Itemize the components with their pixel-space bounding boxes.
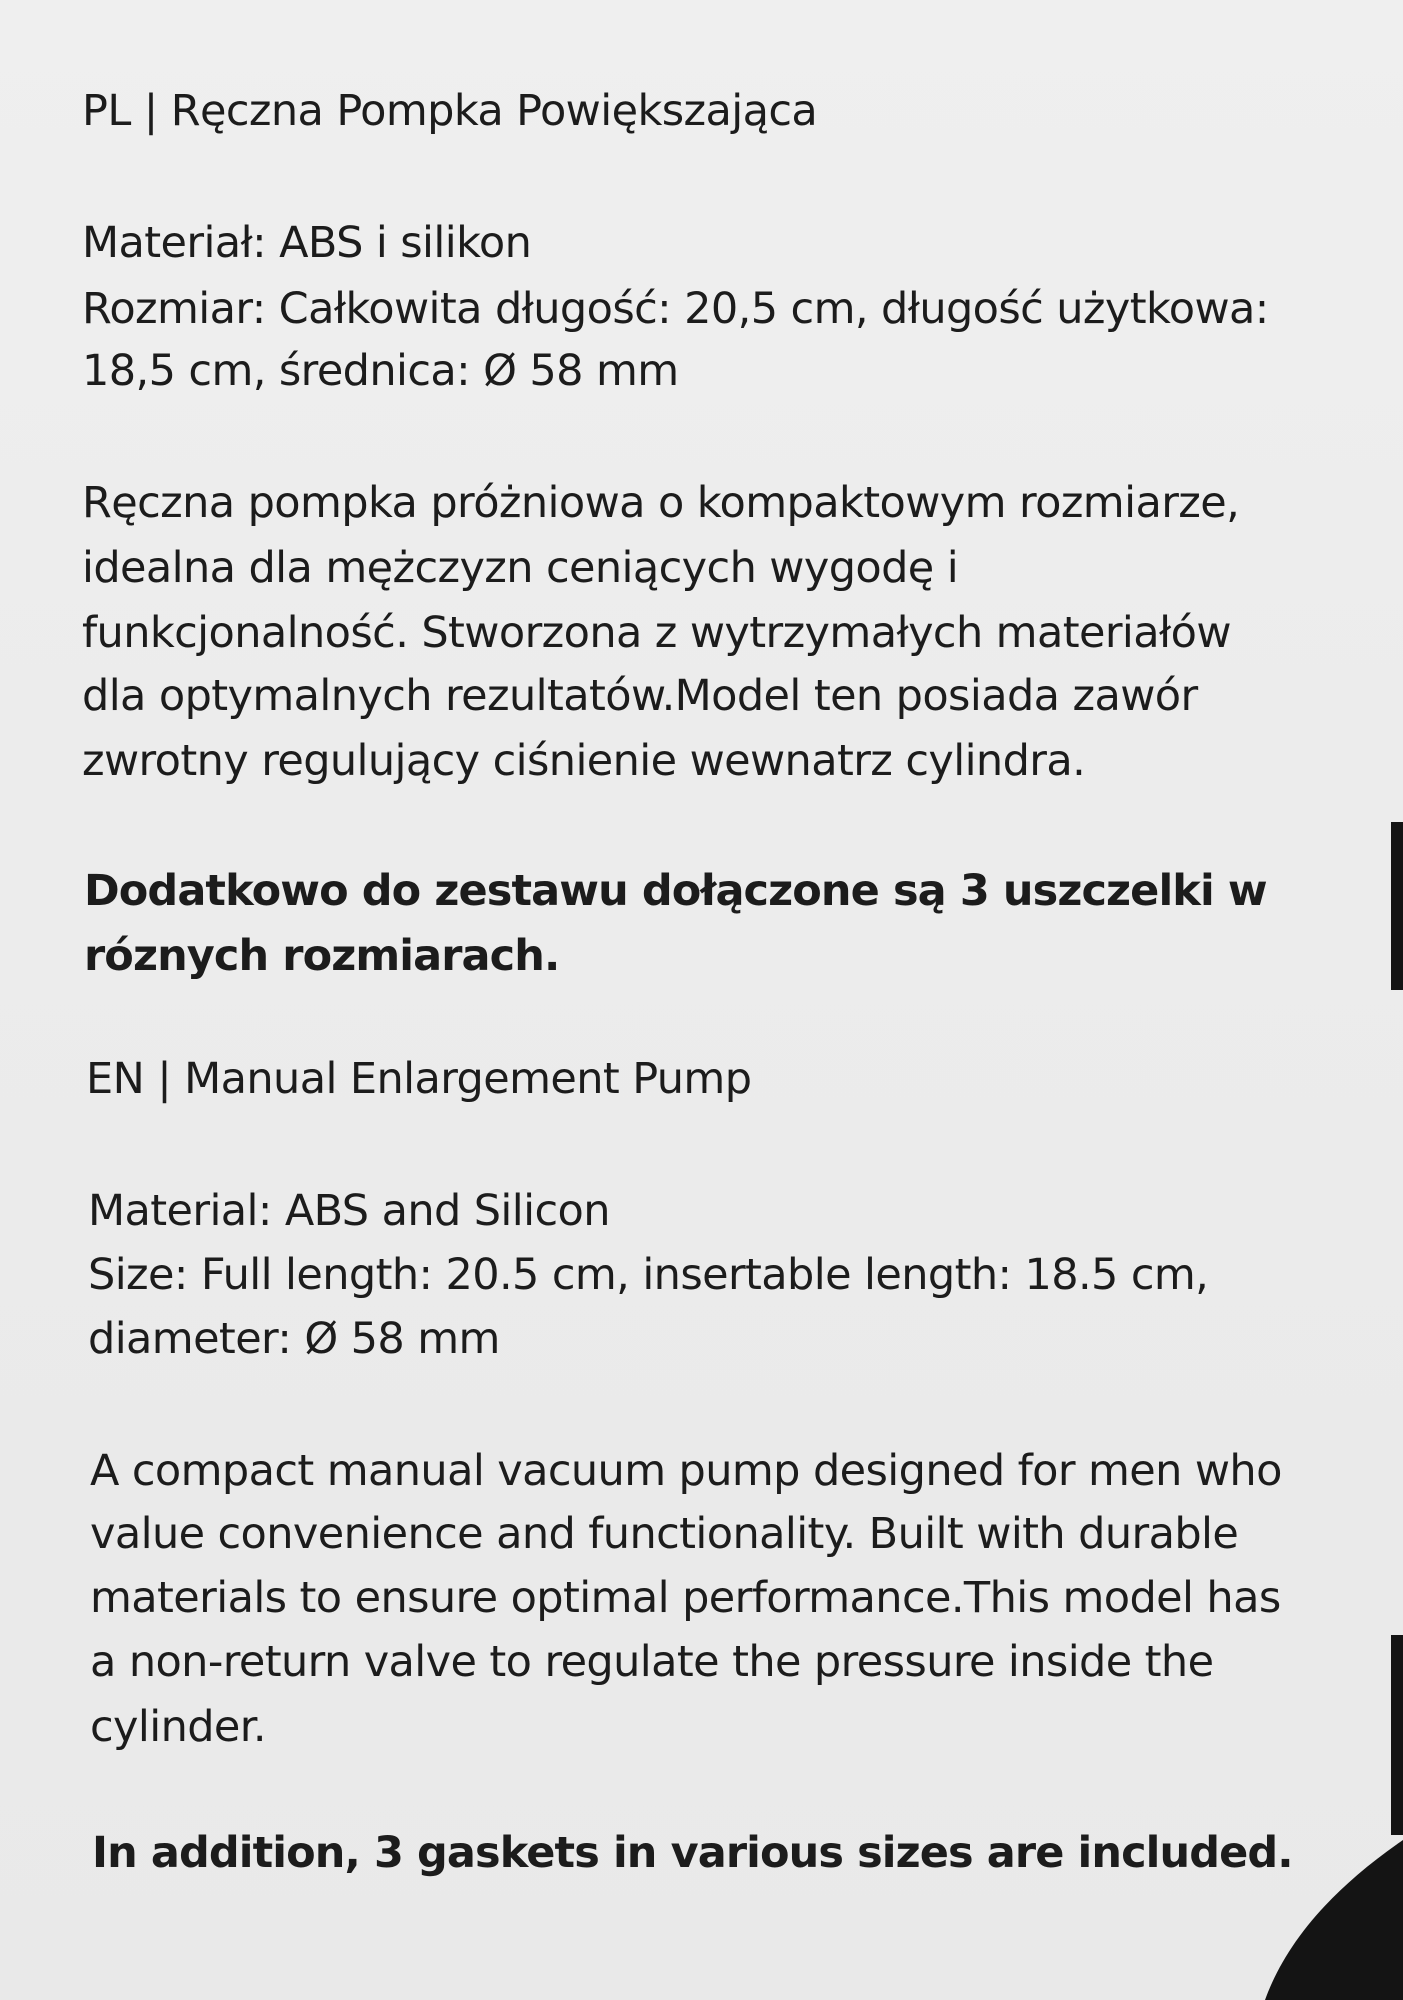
pl-description-line-4: dla optymalnych rezultatów.Model ten posiada zawór	[82, 671, 1198, 721]
pl-description-line-5: zwrotny regulujący ciśnienie wewnatrz cylindra.	[82, 736, 1086, 786]
pl-description-line-2: idealna dla mężczyzn ceniących wygodę i	[82, 543, 959, 593]
en-description-line-5: cylinder.	[90, 1702, 266, 1752]
pl-material: Materiał: ABS i silikon	[82, 218, 532, 268]
en-description-line-4: a non-return valve to regulate the pressure inside the	[90, 1637, 1214, 1687]
pl-size-line-1: Rozmiar: Całkowita długość: 20,5 cm, długość użytkowa:	[82, 284, 1269, 334]
pl-size-line-2: 18,5 cm, średnica: Ø 58 mm	[82, 346, 679, 396]
en-size-line-2: diameter: Ø 58 mm	[88, 1314, 500, 1364]
edge-bar-lower	[1391, 1635, 1403, 1835]
pl-description-line-1: Ręczna pompka próżniowa o kompaktowym rozmiarze,	[82, 478, 1240, 528]
pl-extra-line-2: róznych rozmiarach.	[84, 931, 560, 981]
en-heading: EN | Manual Enlargement Pump	[86, 1054, 752, 1104]
en-size-line-1: Size: Full length: 20.5 cm, insertable length: 18.5 cm,	[88, 1250, 1209, 1300]
en-description-line-2: value convenience and functionality. Built with durable	[90, 1509, 1239, 1559]
pl-heading: PL | Ręczna Pompka Powiększająca	[82, 86, 818, 136]
en-description-line-3: materials to ensure optimal performance.This model has	[90, 1573, 1281, 1623]
edge-bar-upper	[1391, 822, 1403, 990]
en-description-line-1: A compact manual vacuum pump designed for men who	[90, 1446, 1282, 1496]
en-extra-line-1: In addition, 3 gaskets in various sizes are included.	[92, 1828, 1293, 1878]
pl-description-line-3: funkcjonalność. Stworzona z wytrzymałych materiałów	[82, 608, 1231, 658]
en-material: Material: ABS and Silicon	[88, 1186, 610, 1236]
pl-extra-line-1: Dodatkowo do zestawu dołączone są 3 uszczelki w	[84, 866, 1267, 916]
